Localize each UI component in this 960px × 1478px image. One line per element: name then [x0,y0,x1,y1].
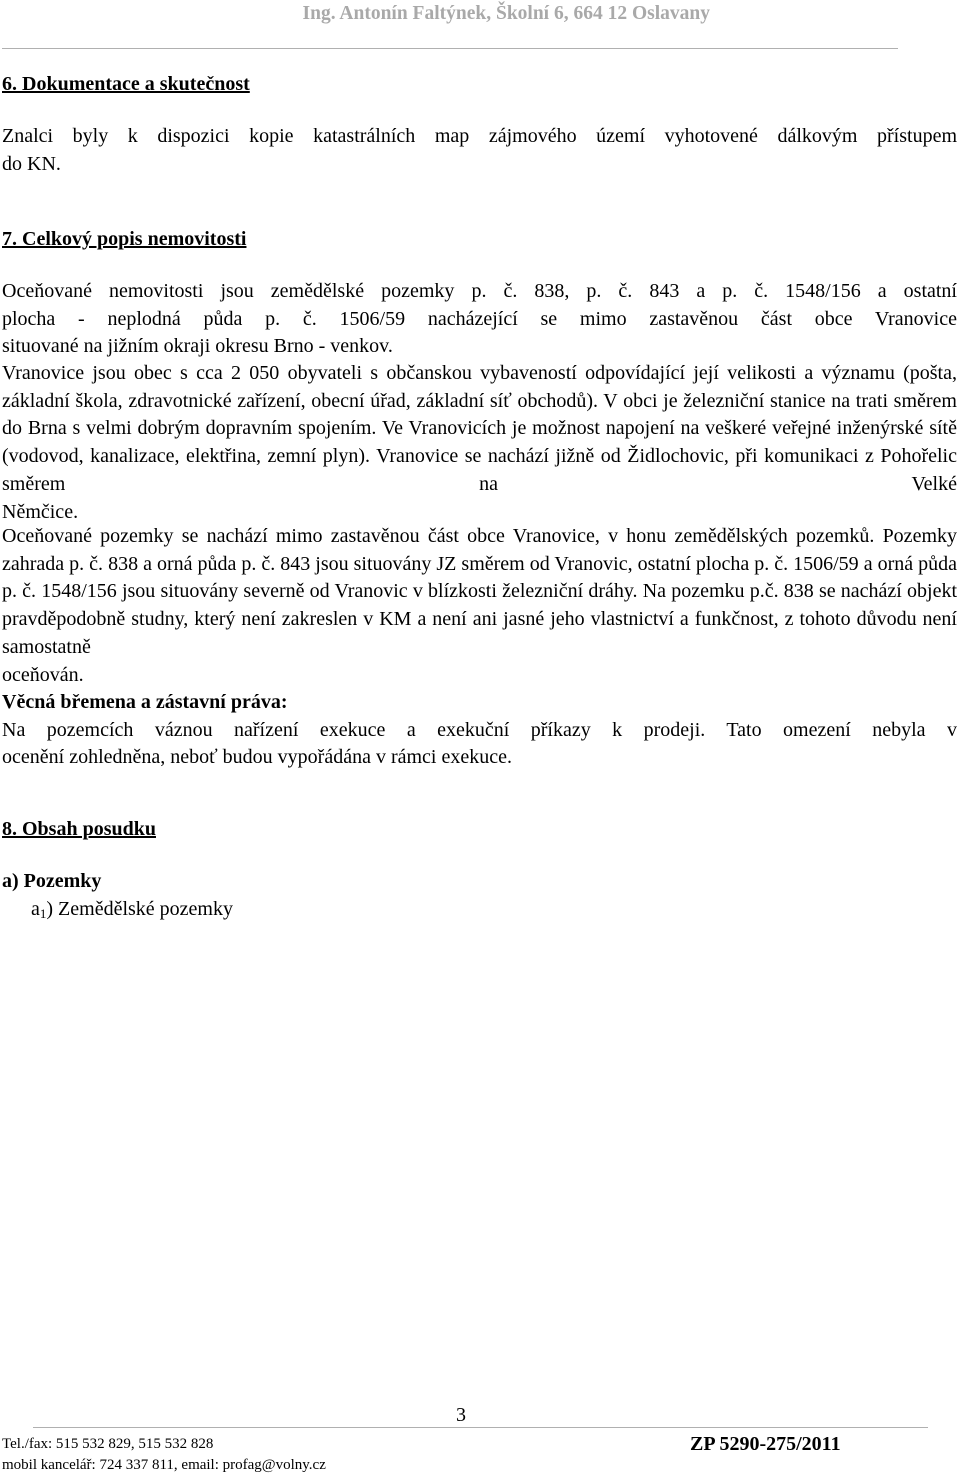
section-7-paragraph-3 [2,523,957,689]
section-7-intro [2,278,957,361]
page-number: 3 [456,1404,466,1426]
footer-phone: Tel./fax: 515 532 829, 515 532 828 [2,1436,214,1452]
footer-mobile-email: mobil kancelář: 724 337 811, email: profag@volny.cz [2,1457,326,1473]
subsection-a1-heading [31,896,233,928]
section-7-paragraph-3-text: Oceňované pozemky se nachází mimo zastavěnou část obce Vranovice, v honu zemědělských pozemků. Pozemky zahrada p. č. 838 a orná půda p. č. 843 jsou situovány JZ směrem od Vranovic, ostatní plocha p. č. 1506/59 a orná půda p. č. 1548/156 jsou situovány severně od Vranovic v blízkosti železniční dráhy. Na pozemku p.č. 838 se nachází objekt pravděpodobně studny, který není zakreslen v KM a není ani jasné jeho vlastnictví a funkčnost, z tohoto důvodu není samostatně [2,525,957,658]
subsection-a-heading: a) Pozemky [2,870,102,892]
footer-reference: ZP 5290-275/2011 [690,1433,841,1455]
subsection-a1-label: ) Zemědělské pozemky [46,898,233,920]
section-7-paragraph-2 [2,360,957,526]
section-7-paragraph-2-end: Němčice. [2,500,79,523]
subsection-a1-index: 1 [39,906,47,921]
header-rule [2,48,898,49]
section-7-heading: 7. Celkový popis nemovitosti [2,228,247,250]
burdens-text: Na pozemcích váznou nařízení exekuce a exekuční příkazy k prodeji. Tato omezení nebyla v [2,718,957,741]
section-6-text-end: do KN. [2,152,61,175]
burdens-block [2,689,957,772]
section-7-line-3: situované na jižním okraji okresu Brno - venkov. [2,335,393,358]
section-6-heading: 6. Dokumentace a skutečnost [2,73,250,95]
burdens-text-end: ocenění zohledněna, neboť budou vypořádána v rámci exekuce. [2,746,512,769]
section-7-line-2: plocha - neplodná půda p. č. 1506/59 nacházející se mimo zastavěnou část obce Vranovice [2,307,957,330]
section-6-text: Znalci byly k dispozici kopie katastrálních map zájmového území vyhotovené dálkovým přístupem [2,125,957,147]
section-8-heading: 8. Obsah posudku [2,818,156,840]
header-address: Ing. Antonín Faltýnek, Školní 6, 664 12 Oslavany [302,3,710,24]
section-7-line-1: Oceňované nemovitosti jsou zemědělské pozemky p. č. 838, p. č. 843 a p. č. 1548/156 a ostatní [2,280,957,302]
subsection-a1-prefix: a [31,898,40,920]
section-7-paragraph-3-end: oceňován. [2,663,84,686]
section-6-paragraph [2,123,957,178]
footer-rule [33,1427,928,1428]
section-7-paragraph-2-text: Vranovice jsou obec s cca 2 050 obyvateli s občanskou vybaveností odpovídající její velikosti a významu (pošta, základní škola, zdravotnické zařízení, obecní úřad, základní síť obchodů). V obci je železniční stanice na trati směrem do Brna s velmi dobrým dopravním spojením. Ve Vranovicích je možnost napojení na veškeré veřejné inženýrské sítě (vodovod, kanalizace, elektřina, zemní plyn). Vranovice se nachází jižně od Židlochovic, při komunikaci z Pohořelic směrem na Velké [2,362,957,495]
burdens-heading: Věcná břemena a zástavní práva: [2,691,288,713]
